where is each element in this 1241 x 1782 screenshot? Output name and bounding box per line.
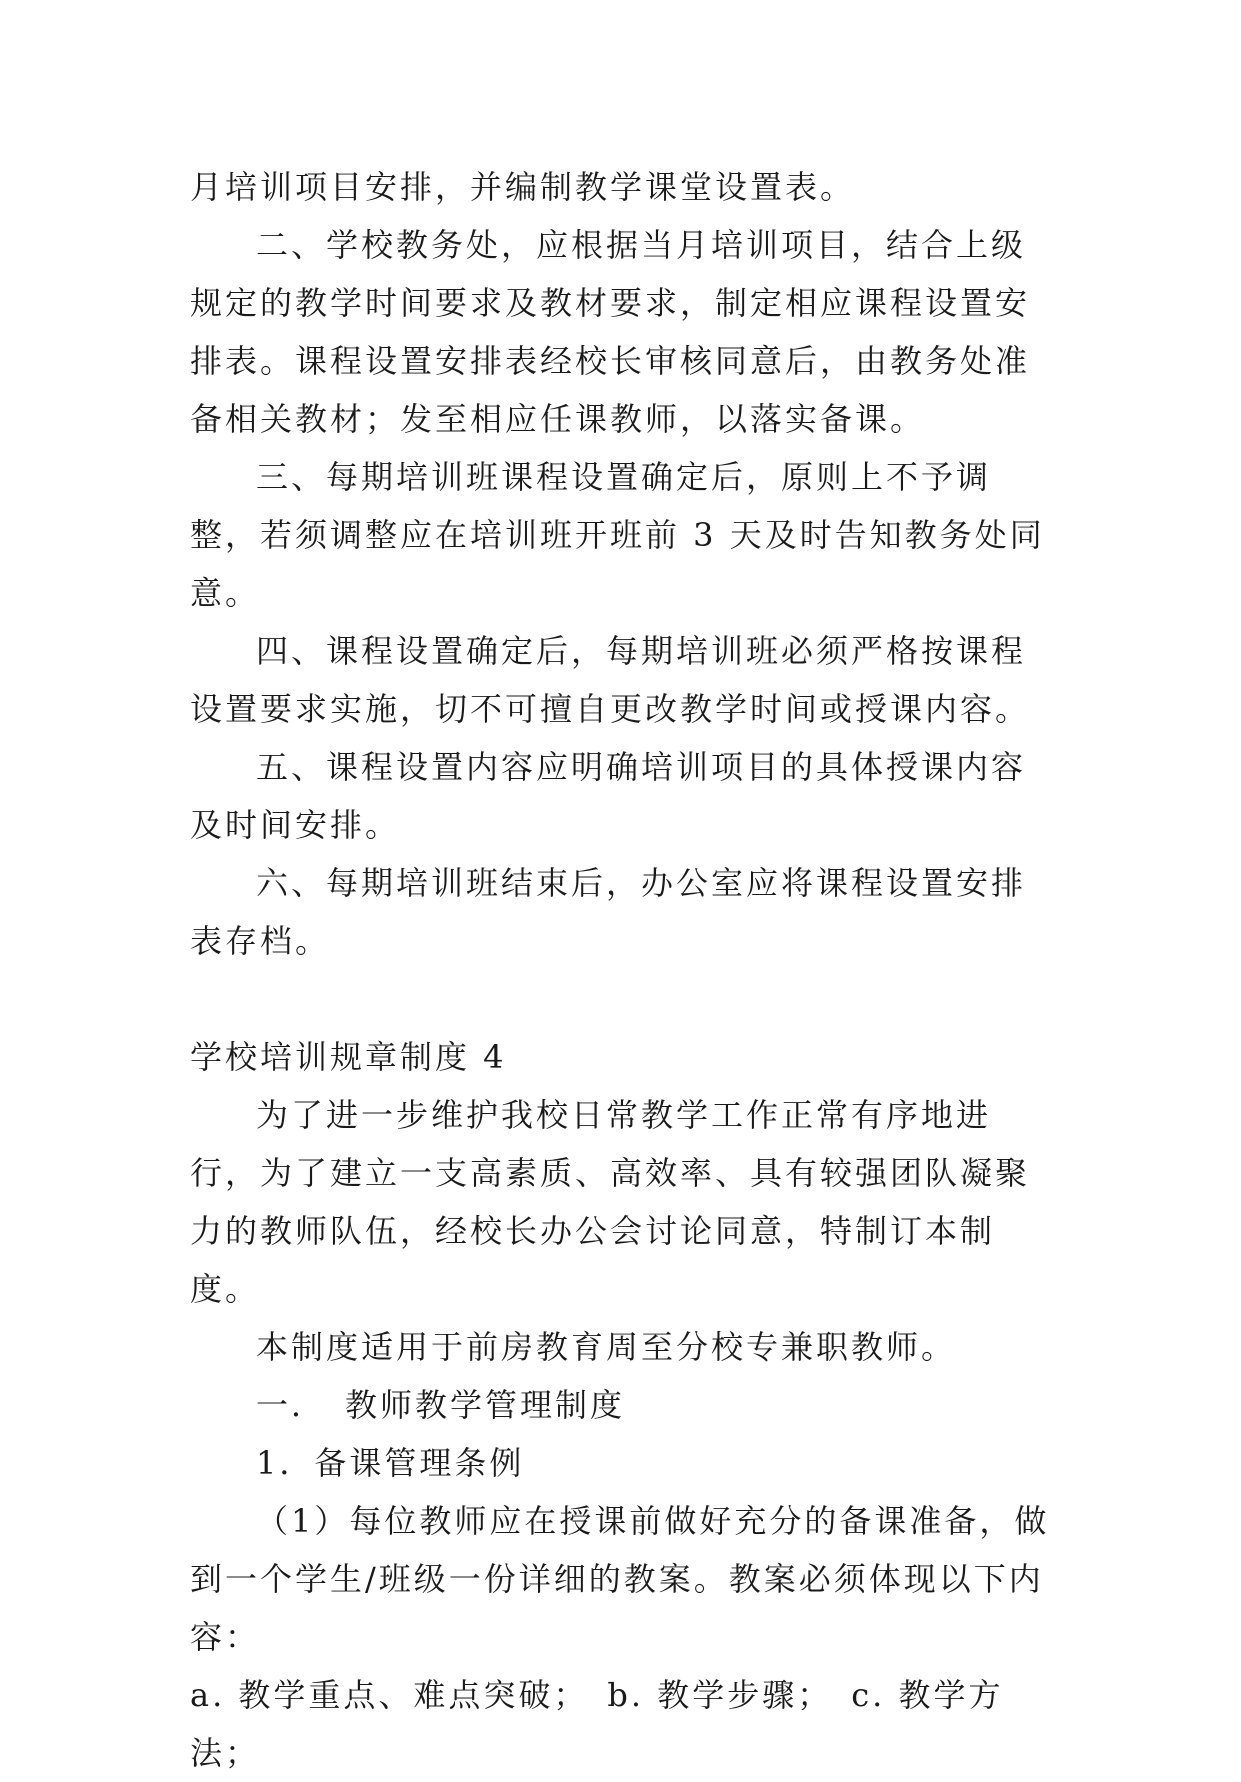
paragraph-4: 五、课程设置内容应明确培训项目的具体授课内容及时间安排。	[190, 748, 1027, 844]
section-heading-1: 一． 教师教学管理制度	[256, 1386, 626, 1424]
section-paragraph-1: 本制度适用于前房教育周至分校专兼职教师。	[256, 1328, 957, 1366]
paragraph-3: 四、课程设置确定后，每期培训班必须严格按课程设置要求实施，切不可擅自更改教学时间或授课内容。	[190, 632, 1031, 728]
paragraph-0: 月培训项目安排，并编制教学课堂设置表。	[190, 168, 856, 206]
paragraph-1: 二、学校教务处，应根据当月培训项目，结合上级规定的教学时间要求及教材要求，制定相应课程设置安排表。课程设置安排表经校长审核同意后，由教务处准备相关教材；发至相应任课教师，以落实备课。	[190, 226, 1031, 438]
section-subheading-1: 1．备课管理条例	[256, 1444, 525, 1482]
section-paragraph-4: （1）每位教师应在授课前做好充分的备课准备，做到一个学生/班级一份详细的教案。教案必须体现以下内容：	[190, 1502, 1050, 1656]
section-paragraph-5: a. 教学重点、难点突破； b. 教学步骤； c. 教学方法；	[190, 1676, 1004, 1772]
paragraph-2: 三、每期培训班课程设置确定后，原则上不予调整，若须调整应在培训班开班前 3 天及时告知教务处同意。	[190, 458, 1045, 612]
section-paragraph-0: 为了进一步维护我校日常教学工作正常有序地进行，为了建立一支高素质、高效率、具有较强团队凝聚力的教师队伍，经校长办公会讨论同意，特制订本制度。	[190, 1096, 1031, 1308]
document-body	[190, 158, 1050, 1782]
section-gap	[190, 970, 1050, 1028]
section-title: 学校培训规章制度 4	[190, 1038, 507, 1076]
paragraph-5: 六、每期培训班结束后，办公室应将课程设置安排表存档。	[190, 864, 1027, 960]
